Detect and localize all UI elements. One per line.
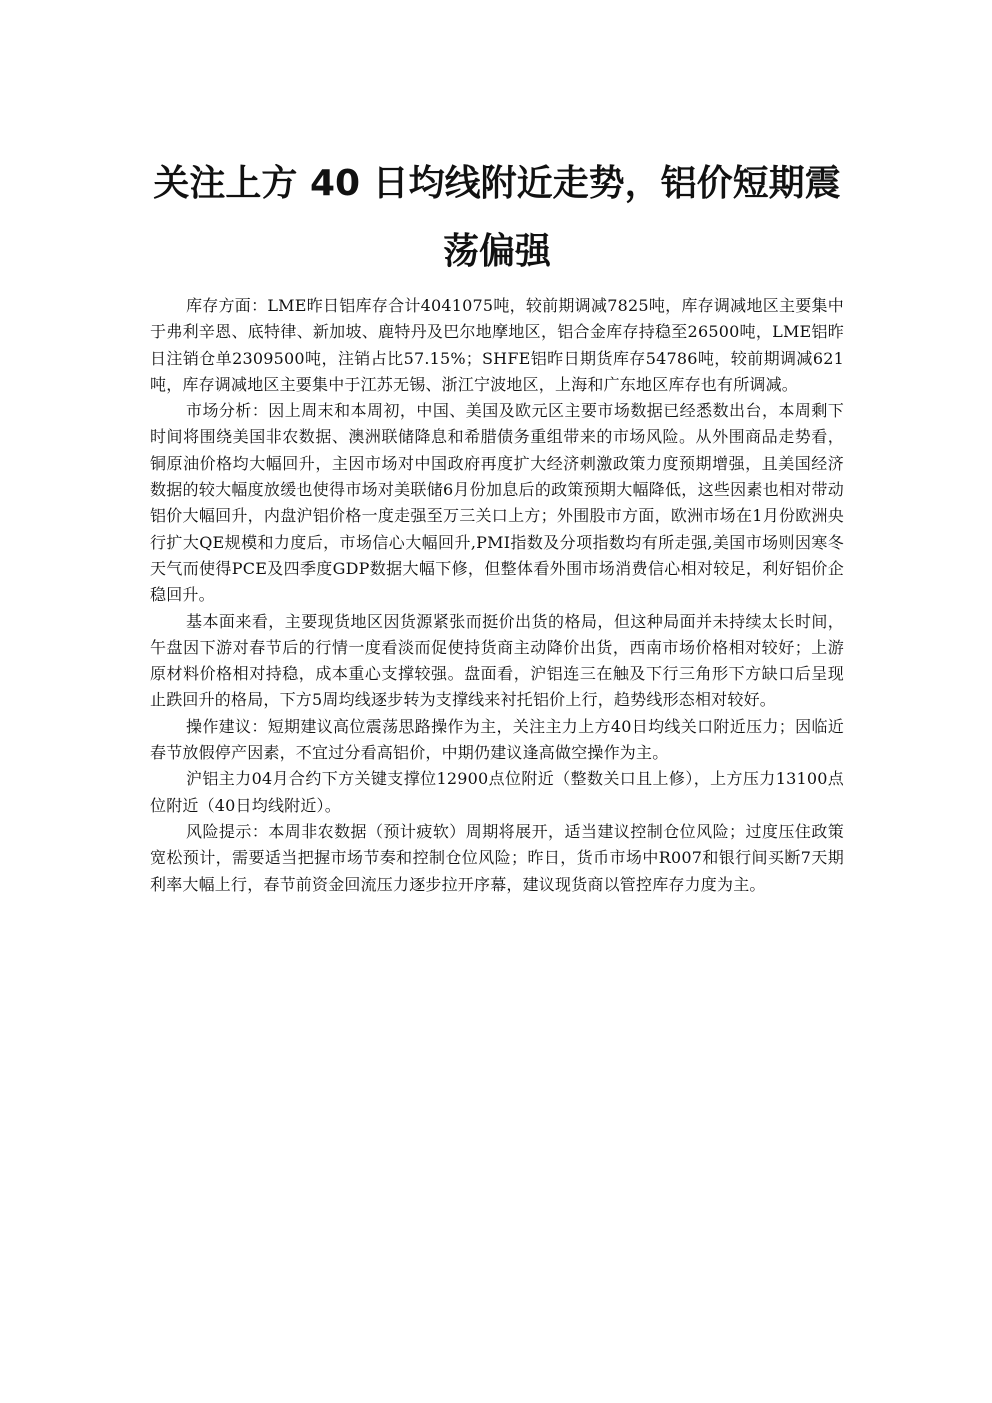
document-body (150, 293, 844, 898)
paragraph-fundamentals: 基本面来看，主要现货地区因货源紧张而挺价出货的格局，但这种局面并未持续太长时间，午盘因下游对春节后的行情一度看淡而促使持货商主动降价出货，西南市场价格相对较好；上游原材料价格相对持稳，成本重心支撑较强。盘面看，沪铝连三在触及下行三角形下方缺口后呈现止跌回升的格局，下方5周均线逐步转为支撑线来衬托铝价上行，趋势线形态相对较好。 (150, 611, 844, 710)
paragraph-inventory: 库存方面：LME昨日铝库存合计4041075吨，较前期调减7825吨，库存调减地区主要集中于弗利辛恩、底特律、新加坡、鹿特丹及巴尔地摩地区，铝合金库存持稳至26500吨，LME铝昨日注销仓单2309500吨，注销占比57.15%；SHFE铝昨日期货库存54786吨，较前期调减621吨，库存调减地区主要集中于江苏无锡、浙江宁波地区，上海和广东地区库存也有所调减。 (150, 296, 844, 394)
paragraph-market-analysis: 市场分析：因上周末和本周初，中国、美国及欧元区主要市场数据已经悉数出台，本周剩下时间将围绕美国非农数据、澳洲联储降息和希腊债务重组带来的市场风险。从外围商品走势看，铜原油价格均大幅回升，主因市场对中国政府再度扩大经济刺激政策力度预期增强，且美国经济数据的较大幅度放缓也使得市场对美联储6月份加息后的政策预期大幅降低，这些因素也相对带动铝价大幅回升，内盘沪铝价格一度走强至万三关口上方；外围股市方面，欧洲市场在1月份欧洲央行扩大QE规模和力度后，市场信心大幅回升,PMI指数及分项指数均有所走强,美国市场则因寒冬天气而使得PCE及四季度GDP数据大幅下修，但整体看外围市场消费信心相对较足，利好铝价企稳回升。 (150, 401, 844, 605)
paragraph-support-resistance: 沪铝主力04月合约下方关键支撑位12900点位附近（整数关口且上修），上方压力13100点位附近（40日均线附近）。 (150, 769, 844, 815)
document-title: 关注上方 40 日均线附近走势，铝价短期震荡偏强 (153, 163, 841, 272)
paragraph-trading-advice: 操作建议：短期建议高位震荡思路操作为主，关注主力上方40日均线关口附近压力；因临近春节放假停产因素，不宜过分看高铝价，中期仍建议逢高做空操作为主。 (150, 716, 844, 763)
paragraph-risk-warning: 风险提示：本周非农数据（预计疲软）周期将展开，适当建议控制仓位风险；过度压住政策宽松预计，需要适当把握市场节奏和控制仓位风险；昨日，货币市场中R007和银行间买断7天期利率大幅上行，春节前资金回流压力逐步拉开序幕，建议现货商以管控库存力度为主。 (150, 821, 844, 894)
